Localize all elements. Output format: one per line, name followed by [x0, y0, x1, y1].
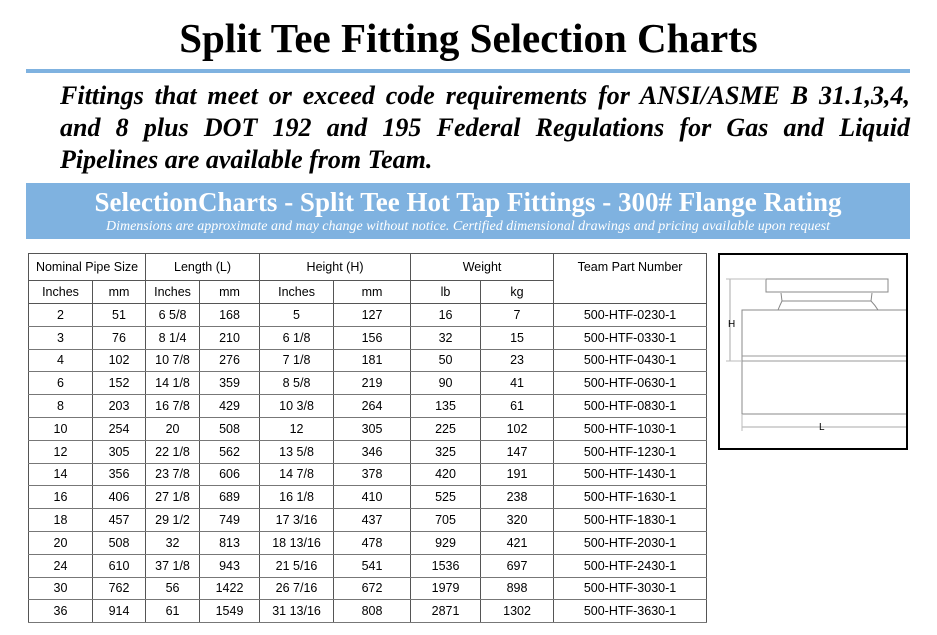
cell-length-mm: 1422 [200, 577, 260, 600]
cell-height-mm: 181 [334, 349, 411, 372]
cell-height-inches: 10 3/8 [260, 395, 334, 418]
header-height: Height (H) [260, 254, 411, 281]
split-tee-diagram [718, 253, 908, 450]
cell-part-number: 500-HTF-3630-1 [554, 600, 707, 623]
cell-nominal-inches: 2 [29, 304, 93, 327]
cell-height-mm: 672 [334, 577, 411, 600]
cell-length-mm: 508 [200, 417, 260, 440]
cell-height-mm: 156 [334, 326, 411, 349]
cell-nominal-inches: 18 [29, 509, 93, 532]
cell-height-mm: 437 [334, 509, 411, 532]
table-row [29, 509, 707, 532]
cell-weight-lb: 525 [411, 486, 481, 509]
header-nominal-pipe-size: Nominal Pipe Size [29, 254, 146, 281]
cell-weight-lb: 2871 [411, 600, 481, 623]
cell-height-inches: 14 7/8 [260, 463, 334, 486]
selection-table [28, 253, 707, 623]
cell-part-number: 500-HTF-0830-1 [554, 395, 707, 418]
run-body [742, 310, 906, 414]
cell-nominal-mm: 406 [93, 486, 146, 509]
cell-part-number: 500-HTF-0230-1 [554, 304, 707, 327]
header-weight: Weight [411, 254, 554, 281]
cell-weight-kg: 15 [481, 326, 554, 349]
cell-part-number: 500-HTF-1830-1 [554, 509, 707, 532]
cell-length-mm: 1549 [200, 600, 260, 623]
split-tee-drawing [720, 255, 906, 448]
cell-nominal-inches: 12 [29, 440, 93, 463]
header-team-part-number: Team Part Number [554, 254, 707, 304]
cell-height-inches: 8 5/8 [260, 372, 334, 395]
cell-nominal-inches: 8 [29, 395, 93, 418]
banner-subtitle: Dimensions are approximate and may change without notice. Certified dimensional drawings and pricing available upon request [105, 219, 831, 234]
cell-weight-kg: 697 [481, 554, 554, 577]
branch-neck [778, 301, 878, 310]
cell-nominal-mm: 508 [93, 531, 146, 554]
table-row [29, 554, 707, 577]
cell-length-inches: 8 1/4 [146, 326, 200, 349]
cell-weight-lb: 929 [411, 531, 481, 554]
cell-weight-kg: 7 [481, 304, 554, 327]
cell-length-mm: 562 [200, 440, 260, 463]
cell-length-mm: 276 [200, 349, 260, 372]
table-row [29, 395, 707, 418]
cell-weight-kg: 1302 [481, 600, 554, 623]
cell-height-inches: 13 5/8 [260, 440, 334, 463]
cell-weight-lb: 135 [411, 395, 481, 418]
cell-part-number: 500-HTF-3030-1 [554, 577, 707, 600]
table-body [29, 304, 707, 623]
cell-nominal-mm: 356 [93, 463, 146, 486]
title-divider [26, 69, 910, 73]
table-row [29, 440, 707, 463]
length-label: L [819, 422, 825, 433]
cell-height-mm: 346 [334, 440, 411, 463]
cell-nominal-mm: 152 [93, 372, 146, 395]
cell-nominal-inches: 14 [29, 463, 93, 486]
cell-height-inches: 18 13/16 [260, 531, 334, 554]
cell-weight-lb: 705 [411, 509, 481, 532]
cell-weight-kg: 102 [481, 417, 554, 440]
cell-nominal-inches: 24 [29, 554, 93, 577]
cell-length-mm: 943 [200, 554, 260, 577]
cell-weight-lb: 1979 [411, 577, 481, 600]
cell-weight-kg: 41 [481, 372, 554, 395]
cell-height-mm: 808 [334, 600, 411, 623]
cell-height-inches: 31 13/16 [260, 600, 334, 623]
subheader-mm: mm [93, 281, 146, 304]
cell-length-inches: 23 7/8 [146, 463, 200, 486]
cell-weight-kg: 191 [481, 463, 554, 486]
cell-nominal-mm: 457 [93, 509, 146, 532]
table-row [29, 326, 707, 349]
page-title: Split Tee Fitting Selection Charts [179, 15, 758, 61]
cell-length-inches: 61 [146, 600, 200, 623]
table-row [29, 349, 707, 372]
table-row [29, 531, 707, 554]
cell-nominal-inches: 4 [29, 349, 93, 372]
cell-nominal-inches: 3 [29, 326, 93, 349]
cell-part-number: 500-HTF-1230-1 [554, 440, 707, 463]
cell-weight-kg: 898 [481, 577, 554, 600]
section-banner [26, 183, 910, 239]
cell-nominal-mm: 102 [93, 349, 146, 372]
cell-length-inches: 14 1/8 [146, 372, 200, 395]
cell-height-inches: 12 [260, 417, 334, 440]
cell-length-inches: 56 [146, 577, 200, 600]
subheader-mm: mm [200, 281, 260, 304]
table-row [29, 372, 707, 395]
table-row [29, 577, 707, 600]
cell-nominal-mm: 254 [93, 417, 146, 440]
cell-height-inches: 26 7/16 [260, 577, 334, 600]
cell-nominal-inches: 10 [29, 417, 93, 440]
subheader-kg: kg [481, 281, 554, 304]
cell-height-inches: 6 1/8 [260, 326, 334, 349]
cell-length-mm: 168 [200, 304, 260, 327]
cell-height-inches: 16 1/8 [260, 486, 334, 509]
cell-nominal-mm: 203 [93, 395, 146, 418]
flange-top [766, 279, 888, 292]
cell-weight-lb: 325 [411, 440, 481, 463]
cell-weight-lb: 50 [411, 349, 481, 372]
cell-weight-kg: 147 [481, 440, 554, 463]
banner-title: SelectionCharts - Split Tee Hot Tap Fittings - 300# Flange Rating [94, 187, 842, 217]
cell-length-inches: 6 5/8 [146, 304, 200, 327]
cell-nominal-inches: 6 [29, 372, 93, 395]
cell-length-inches: 32 [146, 531, 200, 554]
cell-height-mm: 264 [334, 395, 411, 418]
cell-nominal-mm: 76 [93, 326, 146, 349]
table-row [29, 600, 707, 623]
cell-length-mm: 210 [200, 326, 260, 349]
cell-part-number: 500-HTF-0630-1 [554, 372, 707, 395]
cell-nominal-inches: 30 [29, 577, 93, 600]
table-row [29, 417, 707, 440]
cell-height-mm: 127 [334, 304, 411, 327]
cell-length-inches: 27 1/8 [146, 486, 200, 509]
cell-height-mm: 478 [334, 531, 411, 554]
header-length: Length (L) [146, 254, 260, 281]
cell-length-inches: 22 1/8 [146, 440, 200, 463]
cell-nominal-mm: 914 [93, 600, 146, 623]
cell-length-mm: 749 [200, 509, 260, 532]
table-row [29, 486, 707, 509]
cell-weight-lb: 1536 [411, 554, 481, 577]
cell-nominal-mm: 51 [93, 304, 146, 327]
cell-weight-lb: 16 [411, 304, 481, 327]
cell-weight-lb: 420 [411, 463, 481, 486]
cell-part-number: 500-HTF-0430-1 [554, 349, 707, 372]
cell-weight-lb: 225 [411, 417, 481, 440]
cell-height-inches: 21 5/16 [260, 554, 334, 577]
table-row [29, 304, 707, 327]
cell-length-inches: 10 7/8 [146, 349, 200, 372]
subheader-inches: Inches [29, 281, 93, 304]
height-label: H [728, 319, 736, 330]
cell-weight-kg: 421 [481, 531, 554, 554]
cell-part-number: 500-HTF-1030-1 [554, 417, 707, 440]
cell-height-inches: 17 3/16 [260, 509, 334, 532]
cell-length-mm: 606 [200, 463, 260, 486]
cell-weight-kg: 320 [481, 509, 554, 532]
cell-weight-lb: 32 [411, 326, 481, 349]
cell-height-inches: 7 1/8 [260, 349, 334, 372]
cell-height-mm: 219 [334, 372, 411, 395]
cell-length-inches: 37 1/8 [146, 554, 200, 577]
cell-part-number: 500-HTF-1630-1 [554, 486, 707, 509]
cell-weight-kg: 238 [481, 486, 554, 509]
cell-length-mm: 359 [200, 372, 260, 395]
cell-weight-lb: 90 [411, 372, 481, 395]
subheader-inches: Inches [146, 281, 200, 304]
cell-nominal-inches: 36 [29, 600, 93, 623]
cell-length-inches: 16 7/8 [146, 395, 200, 418]
cell-part-number: 500-HTF-0330-1 [554, 326, 707, 349]
cell-length-inches: 29 1/2 [146, 509, 200, 532]
cell-nominal-inches: 16 [29, 486, 93, 509]
cell-nominal-inches: 20 [29, 531, 93, 554]
cell-length-mm: 813 [200, 531, 260, 554]
cell-height-mm: 541 [334, 554, 411, 577]
subheader-mm: mm [334, 281, 411, 304]
cell-height-mm: 305 [334, 417, 411, 440]
cell-part-number: 500-HTF-1430-1 [554, 463, 707, 486]
subheader-lb: lb [411, 281, 481, 304]
cell-nominal-mm: 305 [93, 440, 146, 463]
cell-height-inches: 5 [260, 304, 334, 327]
cell-length-inches: 20 [146, 417, 200, 440]
cell-weight-kg: 23 [481, 349, 554, 372]
intro-paragraph: Fittings that meet or exceed code requirements for ANSI/ASME B 31.1,3,4, and 8 plus DOT 192 and 195 Federal Regulations for Gas and Liquid Pipelines are available from Team. [60, 81, 910, 174]
cell-nominal-mm: 610 [93, 554, 146, 577]
cell-height-mm: 378 [334, 463, 411, 486]
cell-nominal-mm: 762 [93, 577, 146, 600]
cell-height-mm: 410 [334, 486, 411, 509]
cell-length-mm: 429 [200, 395, 260, 418]
cell-weight-kg: 61 [481, 395, 554, 418]
subheader-inches: Inches [260, 281, 334, 304]
table-row [29, 463, 707, 486]
cell-length-mm: 689 [200, 486, 260, 509]
cell-part-number: 500-HTF-2030-1 [554, 531, 707, 554]
cell-part-number: 500-HTF-2430-1 [554, 554, 707, 577]
